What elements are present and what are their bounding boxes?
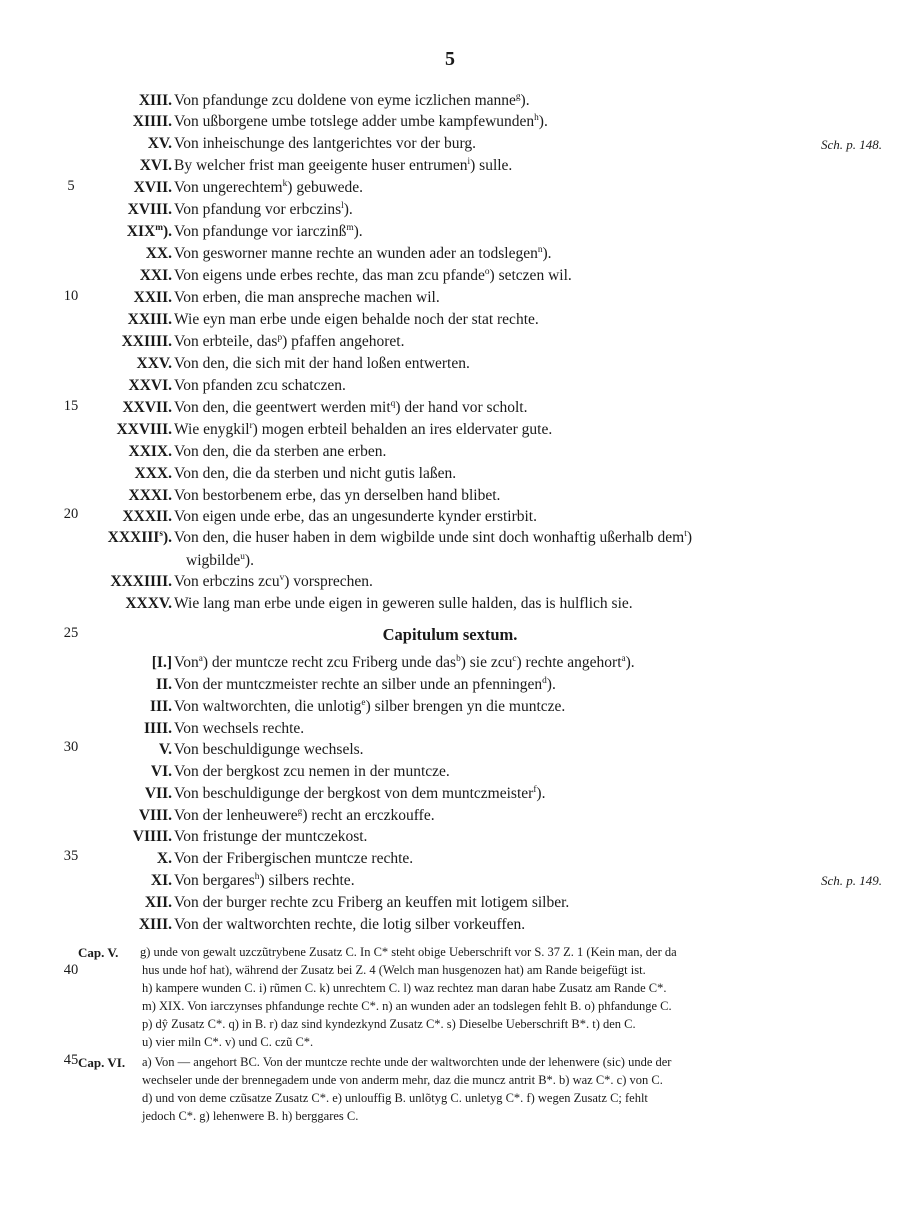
entry-text-main: wigbilde <box>186 552 241 569</box>
line-number: 15 <box>63 398 79 414</box>
toc-entry <box>0 133 900 155</box>
entry-text <box>186 550 254 572</box>
toc-entry <box>0 331 900 353</box>
toc-entry <box>0 826 900 848</box>
footnote-marker: a <box>198 653 203 664</box>
entry-text <box>174 90 530 112</box>
entry-number: XXII. <box>133 289 172 306</box>
footnote-marker: d <box>542 675 547 686</box>
entry-text <box>174 593 633 615</box>
footnote-marker: o <box>484 266 490 277</box>
entry-text <box>174 914 525 936</box>
entry-number: II. <box>156 676 172 693</box>
entry-text-tail: ) <box>686 529 693 546</box>
footnote-line <box>58 998 828 1016</box>
toc-entry <box>0 506 900 528</box>
entry-number: VI. <box>150 763 172 780</box>
entry-number: XIII. <box>138 916 172 933</box>
footnote-marker: m <box>346 222 354 233</box>
footnote-text: jedoch C*. g) lehenwere B. h) berggares C. <box>142 1109 359 1123</box>
entry-text <box>174 177 363 199</box>
footnote-text: wechseler unde der brennegadem unde von anderm mehr, daz die muncz antrit B*. b) waz C*. c) von C. <box>142 1073 663 1087</box>
entry-number: XVII. <box>133 179 172 196</box>
entry-text-main: Von den, die huser haben in dem wigbilde unde sint doch wonhaftig ußerhalb dem <box>174 529 685 546</box>
entry-text-tail: ). <box>546 676 556 693</box>
entry-number: XXVI. <box>128 377 172 394</box>
entry-text-main: Von der bergkost zcu nemen in der muntcze. <box>174 763 450 780</box>
entry-text-tail: ) silber brengen yn die muntcze. <box>365 698 566 715</box>
entry-number: XVIII. <box>127 201 172 218</box>
entry-text-main: Von ußborgene umbe totslege adder umbe kampfewunden <box>174 113 535 130</box>
entry-text-main: Von der burger rechte zcu Friberg an keuffen mit lotigem silber. <box>174 894 570 911</box>
footnote-marker: u <box>240 551 245 562</box>
entry-number: XXVII. <box>122 399 172 416</box>
entry-text-main: Von den, die geentwert werden mit <box>174 399 391 416</box>
chapter-heading: Capitulum sextum. <box>382 625 518 644</box>
entry-text-main: Von eigen unde erbe, das an ungesunderte kynder erstirbit. <box>174 508 537 525</box>
footnote-text: g) unde von gewalt uzczũtrybene Zusatz C. In C* steht obige Ueberschrift vor S. 37 Z. 1 (Kein man, der da <box>140 945 677 959</box>
toc-entry <box>0 739 900 761</box>
footnote-text: u) vier miln C*. v) und C. czũ C*. <box>142 1035 314 1049</box>
entry-number: XXXI. <box>128 487 172 504</box>
entry-number: XXVIII. <box>116 421 172 438</box>
footnote-marker: i <box>467 156 471 167</box>
entry-text-main: Von der lenheuwere <box>174 807 298 824</box>
entry-text-main: Von beschuldigunge wechsels. <box>174 741 364 758</box>
toc-entry <box>0 199 900 221</box>
toc-entry <box>0 353 900 375</box>
footnote-marker: r <box>249 420 253 431</box>
footnote-marker: v <box>279 572 285 583</box>
entry-text-main: Von gesworner manne rechte an wunden ader an todslegen <box>174 245 538 262</box>
footnote-line <box>58 1108 828 1126</box>
entry-text-main: Von <box>174 654 199 671</box>
entry-text <box>174 199 353 221</box>
footnote-line <box>58 962 828 980</box>
margin-reference: Sch. p. 149. <box>820 873 882 888</box>
entry-number: XXXIII$^s$). <box>107 528 172 546</box>
entry-number: [I.] <box>151 654 172 671</box>
toc-entry <box>0 914 900 936</box>
entry-text-tail: ) setczen wil. <box>489 267 572 284</box>
entry-text-main: Von bergares <box>174 872 255 889</box>
entry-text-tail: ) sie zcu <box>460 654 513 671</box>
entry-text-main: Von waltworchten, die unlotig <box>174 698 362 715</box>
entry-text-tail: ) vorsprechen. <box>284 573 373 590</box>
footnote-marker: k <box>282 178 288 189</box>
entry-text-tail: ) pfaffen angehoret. <box>282 333 405 350</box>
footnote-text: a) Von — angehort BC. Von der muntcze rechte unde der waltworchten unde der lehenwere (sic) unde der <box>142 1055 672 1069</box>
entry-text-main: Von eigens unde erbes rechte, das man zcu pfande <box>174 267 485 284</box>
entry-text <box>174 309 539 331</box>
entry-number: XXIX. <box>128 443 172 460</box>
entry-text <box>174 892 569 914</box>
entry-text-main: Von bestorbenem erbe, das yn derselben hand blibet. <box>174 487 501 504</box>
entry-text <box>174 441 386 463</box>
entry-text <box>174 739 364 761</box>
entry-text-main: Von der Fribergischen muntcze rechte. <box>174 850 414 867</box>
entry-text <box>174 419 552 441</box>
entry-text-tail: ). <box>538 113 548 130</box>
entry-number: V. <box>158 741 172 758</box>
entry-text <box>174 111 548 133</box>
toc-entry <box>0 593 900 615</box>
entry-number: XVI. <box>139 157 172 174</box>
toc-entry <box>0 441 900 463</box>
number-suffix: ). <box>162 529 172 546</box>
entry-text <box>174 783 545 805</box>
entry-text-main: Von pfandung vor erbczins <box>174 201 342 218</box>
entry-text <box>174 826 367 848</box>
entry-text-main: Von den, die da sterben ane erben. <box>174 443 387 460</box>
entry-number: VIII. <box>138 807 172 824</box>
toc-entry <box>0 177 900 199</box>
footnote-chapter-label: Cap. VI. <box>78 1055 126 1070</box>
line-number: 30 <box>63 739 79 755</box>
entry-text <box>174 870 355 892</box>
entry-text <box>174 506 537 528</box>
line-number: 40 <box>63 962 79 978</box>
entry-number: XI. <box>150 872 172 889</box>
entry-text-main: Von inheischunge des lantgerichtes vor der burg. <box>174 135 477 152</box>
toc-entry <box>0 652 900 674</box>
entry-text-tail: ) silbers rechte. <box>259 872 355 889</box>
entry-text <box>174 287 440 309</box>
entry-text-main: Wie lang man erbe unde eigen in geweren sulle halden, das is hulflich sie. <box>174 595 633 612</box>
entry-number: III. <box>150 698 172 715</box>
footnote-text: hus unde hof hat), während der Zusatz bei Z. 4 (Welch man husgenozen hat) am Rande beigefügt ist. <box>142 963 646 977</box>
entry-text-tail: ). <box>625 654 635 671</box>
entry-text-main: Von ungerechtem <box>174 179 283 196</box>
entry-number: VIIII. <box>132 828 172 845</box>
entry-text <box>174 397 527 419</box>
line-number: 35 <box>63 848 79 864</box>
footnote-marker: h <box>254 871 260 882</box>
footnote-marker: q <box>390 398 396 409</box>
footnote-marker: p <box>277 332 283 343</box>
entry-text <box>174 133 476 155</box>
entry-text <box>174 265 572 287</box>
toc-entry <box>0 783 900 805</box>
toc-entry <box>0 527 900 549</box>
entry-text-tail: ). <box>244 552 254 569</box>
entry-number: VII. <box>144 785 172 802</box>
entry-number: XV. <box>147 135 172 152</box>
entry-text <box>174 221 363 243</box>
footnote-chapter-label: Cap. V. <box>78 945 119 960</box>
toc-entry <box>0 870 900 892</box>
toc-entry <box>0 90 900 112</box>
footnote-marker: e <box>361 697 366 708</box>
entry-text-tail: ) gebuwede. <box>287 179 364 196</box>
entry-text-main: Wie enygkil <box>174 421 250 438</box>
toc-entry <box>0 696 900 718</box>
toc-entry <box>0 419 900 441</box>
footnote-text: h) kampere wunden C. i) rũmen C. k) unrechtem C. l) waz rechtez man daran habe Zusatz am Rande C*. <box>142 981 667 995</box>
entry-text-main: Von erben, die man anspreche machen wil. <box>174 289 440 306</box>
entry-number: XXXV. <box>125 595 172 612</box>
entry-number: XIIII. <box>132 113 172 130</box>
toc-entry <box>0 571 900 593</box>
footnote-line <box>58 1072 828 1090</box>
entry-text-main: Von erbteile, das <box>174 333 278 350</box>
entry-number: XXX. <box>134 465 172 482</box>
footnote-marker: m <box>155 222 163 233</box>
line-number: 10 <box>63 288 79 304</box>
entry-number: XXIII. <box>127 311 172 328</box>
entry-text-main: Von den, die sich mit der hand loßen entwerten. <box>174 355 470 372</box>
toc-entry <box>0 463 900 485</box>
entry-text-tail: ). <box>536 785 546 802</box>
entry-number: XII. <box>144 894 172 911</box>
entry-text <box>174 652 635 674</box>
entry-text <box>174 761 450 783</box>
footnote-line <box>58 980 828 998</box>
footnote-marker: b <box>456 653 461 664</box>
footnote-marker: g <box>515 91 521 102</box>
toc-entry <box>0 892 900 914</box>
entry-text-main: Von den, die da sterben und nicht gutis laßen. <box>174 465 457 482</box>
entry-text-tail: ) recht an erczkouffe. <box>302 807 435 824</box>
entry-text-tail: ) rechte angehort <box>516 654 622 671</box>
toc-entry <box>0 287 900 309</box>
entry-text <box>174 696 565 718</box>
footnote-marker: s <box>159 528 163 539</box>
entry-text-tail: ). <box>343 201 353 218</box>
entry-text-tail: ) mogen erbteil behalden an ires eldervater gute. <box>252 421 553 438</box>
entry-number: XXXIIII. <box>110 573 172 590</box>
footnote-marker: a <box>621 653 626 664</box>
number-suffix: ). <box>162 223 172 240</box>
entry-number: XX. <box>145 245 172 262</box>
margin-reference: Sch. p. 148. <box>820 137 882 152</box>
entry-text <box>174 718 304 740</box>
entry-text <box>174 527 692 549</box>
entry-text-main: Von der muntczmeister rechte an silber unde an pfenningen <box>174 676 543 693</box>
toc-entry <box>0 221 900 243</box>
entry-text <box>174 674 556 696</box>
entry-text-tail: ) der muntcze recht zcu Friberg unde das <box>202 654 457 671</box>
footnote-marker: g <box>297 806 303 817</box>
toc-entry <box>0 111 900 133</box>
entry-text <box>174 331 404 353</box>
entry-number: XIX$^m$). <box>126 222 172 240</box>
footnote-line <box>58 1034 828 1052</box>
entry-text <box>174 375 346 397</box>
entry-text-main: Von wechsels rechte. <box>174 720 305 737</box>
toc-entry <box>0 243 900 265</box>
entry-text <box>174 805 435 827</box>
toc-entry <box>0 397 900 419</box>
footnote-line <box>58 1054 828 1072</box>
entry-text <box>174 848 413 870</box>
entry-text-main: Von pfandunge vor iarczinß <box>174 223 347 240</box>
entry-text-tail: ) sulle. <box>470 157 513 174</box>
entry-text-main: Von pfandunge zcu doldene von eyme iczlichen manne <box>174 92 516 109</box>
toc-entry <box>0 309 900 331</box>
entry-number: IIII. <box>143 720 172 737</box>
entry-text-tail: ). <box>520 92 530 109</box>
entry-number: XIII. <box>138 92 172 109</box>
footnote-text: p) dŷ Zusatz C*. q) in B. r) daz sind kyndezkynd Zusatz C*. s) Dieselbe Ueberschrift B*. t) den C. <box>142 1017 636 1031</box>
footnote-line <box>58 944 828 962</box>
footnote-marker: f <box>533 784 537 795</box>
toc-entry <box>0 485 900 507</box>
entry-text-tail: ). <box>542 245 552 262</box>
line-number: 25 <box>63 625 79 641</box>
entry-text <box>174 463 456 485</box>
line-number: 20 <box>63 506 79 522</box>
entry-text <box>174 243 552 265</box>
entry-text-main: Von der waltworchten rechte, die lotig silber vorkeuffen. <box>174 916 526 933</box>
entry-text <box>174 571 373 593</box>
footnote-marker: h <box>534 112 539 123</box>
footnote-text: d) und von deme czũsatze Zusatz C*. e) unlouffig B. unlõtyg C. unletyg C*. f) wegen Zusatz C; fehlt <box>142 1091 648 1105</box>
entry-text-tail: ). <box>353 223 363 240</box>
entry-number: XXV. <box>136 355 172 372</box>
footnote-line <box>58 1016 828 1034</box>
entry-text-main: Von pfanden zcu schatczen. <box>174 377 346 394</box>
entry-text-main: Von fristunge der muntczekost. <box>174 828 368 845</box>
entry-number: X. <box>156 850 172 867</box>
entry-text-main: Wie eyn man erbe unde eigen behalde noch der stat rechte. <box>174 311 539 328</box>
entry-number: XXI. <box>139 267 172 284</box>
entry-text-main: Von erbczins zcu <box>174 573 280 590</box>
entry-text-main: By welcher frist man geeigente huser entrumen <box>174 157 468 174</box>
line-number: 45 <box>63 1052 79 1068</box>
footnote-marker: c <box>512 653 517 664</box>
page-number: 5 <box>445 48 455 70</box>
footnote-marker: l <box>341 200 344 211</box>
footnote-marker: n <box>537 244 543 255</box>
entry-number: XXIIII. <box>121 333 172 350</box>
entry-text <box>174 485 500 507</box>
toc-entry <box>0 550 900 572</box>
toc-entry <box>0 375 900 397</box>
footnote-text: m) XIX. Von iarczynses phfandunge rechte C*. n) an wunden ader an todslegen fehlt B. o) phfandunge C. <box>142 999 672 1013</box>
footnote-line <box>58 1090 828 1108</box>
toc-entry <box>0 155 900 177</box>
entry-number: XXXII. <box>122 508 172 525</box>
toc-entry <box>0 848 900 870</box>
footnote-marker: t <box>684 528 687 539</box>
entry-text-main: Von beschuldigunge der bergkost von dem muntczmeister <box>174 785 534 802</box>
entry-text-tail: ) der hand vor scholt. <box>395 399 528 416</box>
line-number: 5 <box>67 178 75 194</box>
toc-entry <box>0 805 900 827</box>
entry-text <box>174 353 470 375</box>
toc-entry <box>0 674 900 696</box>
toc-entry <box>0 265 900 287</box>
entry-text <box>174 155 512 177</box>
toc-entry <box>0 761 900 783</box>
toc-entry <box>0 718 900 740</box>
